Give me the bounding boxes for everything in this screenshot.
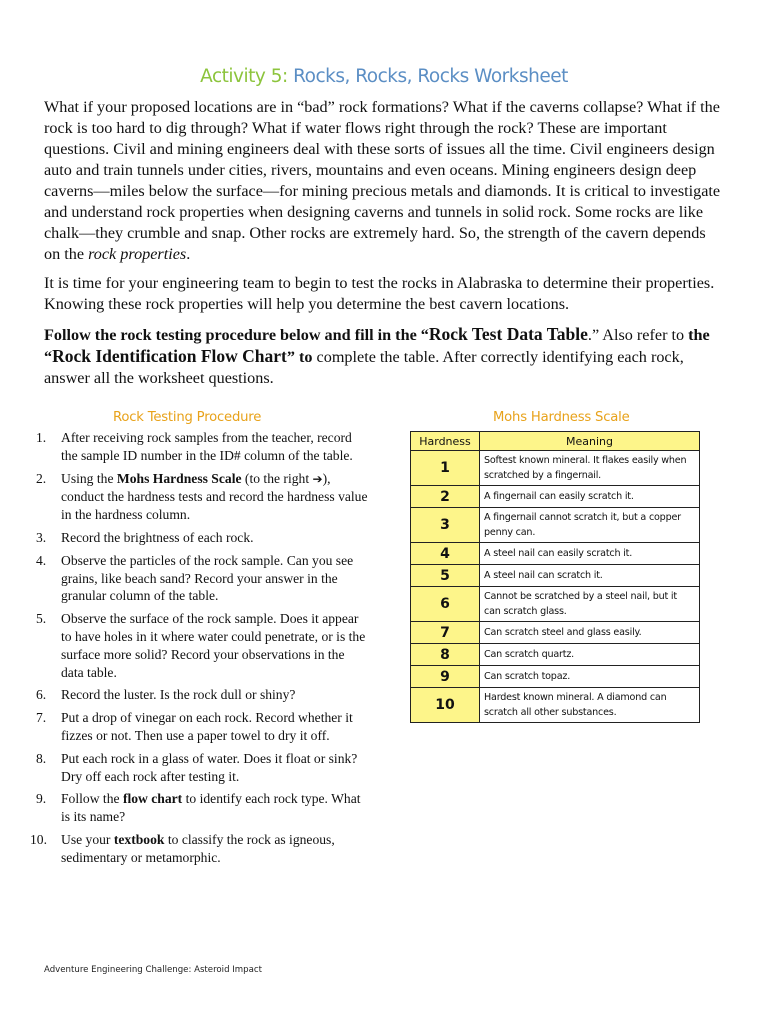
step-text-bold: flow chart [122,791,183,807]
step-text-bold: textbook [113,831,165,847]
table-row [411,622,700,644]
instructions-bold-2: the “ [44,326,710,366]
step-text-post: to classify the rock as igneous, sedimentary or metamorphic. [61,831,335,865]
instructions-bold-3: ” to [286,348,313,366]
table-row [411,666,700,688]
procedure-step [30,529,370,547]
step-text: Observe the surface of the rock sample. Does it appear to have holes in it where water could penetrate, or is the surface more solid? Record your observations in the data table. [61,611,366,680]
hardness-value: 9 [411,666,480,688]
procedure-list [30,429,370,872]
hardness-value: 2 [411,486,480,508]
hardness-value: 1 [411,451,480,486]
intro-paragraph-1 [44,97,724,265]
mohs-hardness-table [410,431,700,723]
table-row [411,644,700,666]
step-number: 2. [36,470,47,486]
procedure-step [30,429,370,465]
instructions-paragraph [44,324,724,389]
instructions-bold-1: Follow the rock testing procedure below and fill in the “ [44,326,429,344]
procedure-step [30,709,370,745]
procedure-step [30,470,370,524]
page-footer: Adventure Engineering Challenge: Asteroid Impact [44,965,262,975]
step-text-pre: Follow the [61,791,123,807]
hardness-value: 3 [411,508,480,543]
rock-properties-emphasis: rock properties [88,245,187,263]
hardness-value: 5 [411,565,480,587]
instructions-text-2: complete the table. After correctly identifying each rock, answer all the worksheet questions. [44,348,684,387]
hardness-value: 7 [411,622,480,644]
step-text-post: (to the right [241,470,313,486]
table-row [411,486,700,508]
procedure-heading: Rock Testing Procedure [113,410,262,425]
hardness-meaning: Can scratch steel and glass easily. [480,622,700,644]
intro-paragraph-1-text: What if your proposed locations are in “bad” rock formations? What if the caverns collapse? What if the rock is too hard to dig through? What if water flows right through the rock? These are important questions. Civil and mining engineers deal with these sorts of issues all the time. Civil engineers design auto and train tunnels under cities, rivers, mountains and even oceans. Mining engineers design deep caverns—miles below the surface—for mining precious metals and diamonds. It is critical to investigate and understand rock properties when designing caverns and tunnels in solid rock. Some rocks are like chalk—they crumble and snap. Other rocks are extremely hard. So, the strength of the cavern depends on the [44,98,721,263]
page-title [0,66,768,87]
hardness-meaning: Cannot be scratched by a steel nail, but it can scratch glass. [480,587,700,622]
meaning-column-header: Meaning [480,432,700,451]
activity-label: Activity 5: [200,66,288,87]
table-row [411,543,700,565]
hardness-value: 10 [411,688,480,723]
step-text: After receiving rock samples from the teacher, record the sample ID number in the ID# column of the table. [61,430,353,463]
hardness-column-header: Hardness [411,432,480,451]
hardness-value: 4 [411,543,480,565]
procedure-step [30,790,370,826]
intro-paragraph-1-end: . [186,245,191,263]
table-row [411,508,700,543]
hardness-value: 8 [411,644,480,666]
step-text-bold: Mohs Hardness Scale [116,470,242,486]
procedure-step [30,831,370,867]
step-text-post2: ), conduct the hardness tests and record the hardness value in the hardness column. [61,470,368,523]
mohs-heading: Mohs Hardness Scale [493,410,630,425]
procedure-step [30,552,370,605]
step-text-pre: Using the [61,470,117,486]
step-number: 8. [36,750,47,766]
procedure-step [30,750,370,786]
instructions-mid: .” [587,326,600,344]
hardness-meaning: A steel nail can scratch it. [480,565,700,587]
hardness-meaning: A steel nail can easily scratch it. [480,543,700,565]
step-text: Observe the particles of the rock sample. Can you see grains, like beach sand? Record your answer in the granular column of the table. [61,552,354,604]
hardness-meaning: A fingernail can easily scratch it. [480,486,700,508]
worksheet-name: Rocks, Rocks, Rocks Worksheet [293,66,568,87]
step-text-pre: Use your [61,831,114,847]
table-header-row [411,432,700,451]
table-row [411,688,700,723]
step-number: 1. [36,430,47,445]
hardness-meaning: Can scratch topaz. [480,666,700,688]
arrow-right-icon: ➔ [312,471,323,486]
hardness-meaning: Softest known mineral. It flakes easily when scratched by a fingernail. [480,451,700,486]
procedure-step [30,686,370,704]
procedure-step [30,610,370,681]
step-number: 5. [36,611,47,627]
instructions-text-1: Also refer to [599,326,689,344]
hardness-value: 6 [411,587,480,622]
hardness-meaning: A fingernail cannot scratch it, but a copper penny can. [480,508,700,543]
hardness-meaning: Hardest known mineral. A diamond can scratch all other substances. [480,688,700,723]
intro-paragraph-2: It is time for your engineering team to begin to test the rocks in Alabraska to determine their properties. Knowing these rock properties will help you determine the best cavern locations. [44,274,715,313]
step-number: 3. [36,529,47,545]
step-number: 7. [36,710,47,726]
step-text: Record the brightness of each rock. [61,529,254,545]
table-row [411,587,700,622]
table-row [411,565,700,587]
step-number: 4. [36,552,47,568]
step-text: Put each rock in a glass of water. Does it float or sink? Dry off each rock after testing it. [61,750,358,784]
step-text: Put a drop of vinegar on each rock. Record whether it fizzes or not. Then use a paper towel to dry it off. [61,710,353,743]
hardness-meaning: Can scratch quartz. [480,644,700,666]
step-number: 6. [36,687,47,703]
step-text-post: to identify each rock type. What is its name? [61,791,361,825]
flow-chart-ref: Rock Identification Flow Chart [52,346,287,366]
step-number: 9. [36,791,47,807]
table-row [411,451,700,486]
step-number: 10. [30,831,47,847]
step-text: Record the luster. Is the rock dull or shiny? [61,687,296,703]
rock-test-data-table-ref: Rock Test Data Table [428,324,588,344]
